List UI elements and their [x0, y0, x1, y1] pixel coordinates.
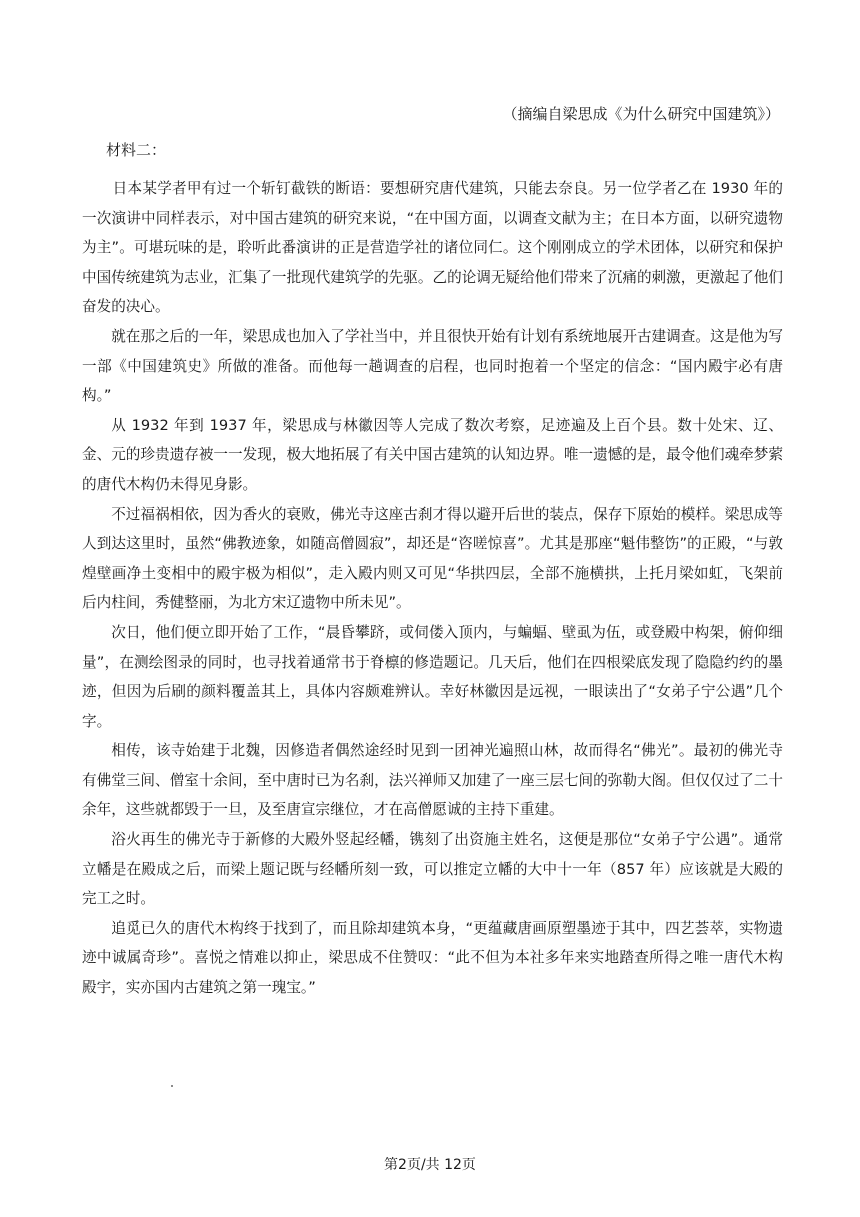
paragraph: 就在那之后的一年，梁思成也加入了学社当中，并且很快开始有计划有系统地展开古建调查。这是他为写一部《中国建筑史》所做的准备。而他每一趟调查的启程，也同时抱着一个坚定的信念：“国内殿宇必有唐构。” — [82, 327, 783, 405]
section-label: 材料二： — [106, 141, 167, 159]
paragraph: 相传，该寺始建于北魏，因修造者偶然途经时见到一团神光遍照山林，故而得名“佛光”。最初的佛光寺有佛堂三间、僧室十余间，至中唐时已为名刹，法兴禅师又加建了一座三层七间的弥勒大阁。但仅仅过了二十余年，这些就都毁于一旦，及至唐宣宗继位，才在高僧愿诚的主持下重建。 — [82, 742, 783, 819]
paragraph: 追觅已久的唐代木构终于找到了，而且除却建筑本身，“更蕴藏唐画原塑墨迹于其中，四艺荟萃，实物遗迹中诚属奇珍”。喜悦之情难以抑止，梁思成不住赞叹：“此不但为本社多年来实地踏查所得之唯一唐代木构殿宇，实亦国内古建筑之第一瑰宝。” — [82, 919, 783, 997]
page-footer: 第2页/共 12页 — [384, 1157, 476, 1173]
paragraph: 浴火再生的佛光寺于新修的大殿外竖起经幡，镌刻了出资施主姓名，这便是那位“女弟子宁公遇”。通常立幡是在殿成之后，而梁上题记既与经幡所刻一致，可以推定立幡的大中十一年（857 年）应该就是大殿的完工之时。 — [82, 831, 783, 908]
paragraph: 从 1932 年到 1937 年，梁思成与林徽因等人完成了数次考察，足迹遍及上百个县。数十处宋、辽、金、元的珍贵遗存被一一发现，极大地拓展了有关中国古建筑的认知边界。唯一遗憾的是，最令他们魂牵梦萦的唐代木构仍未得见身影。 — [82, 416, 783, 493]
source-citation: （摘编自梁思成《为什么研究中国建筑》） — [502, 105, 780, 123]
paragraph: 次日，他们便立即开始了工作，“晨昏攀跻，或伺偻入顶内，与蝙蝠、壁虱为伍，或登殿中构架，俯仰细量”，在测绘图录的同时，也寻找着通常书于脊檩的修造题记。几天后，他们在四根梁底发现了隐隐约约的墨迹，但因为后刷的颜料覆盖其上，具体内容颇难辨认。幸好林徽因是远视，一眼读出了“女弟子宁公遇”几个字。 — [82, 623, 783, 730]
paragraph: 日本某学者甲有过一个斩钉截铁的断语：要想研究唐代建筑，只能去奈良。另一位学者乙在 1930 年的一次演讲中同样表示，对中国古建筑的研究来说，“在中国方面，以调查文献为主；在日本方面，以研究遗物为主”。可堪玩味的是，聆听此番演讲的正是营造学社的诸位同仁。这个刚刚成立的学术团体，以研究和保护中国传统建筑为志业，汇集了一批现代建筑学的先驱。乙的论调无疑给他们带来了沉痛的刺激，更激起了他们奋发的决心。 — [82, 180, 783, 316]
body-text — [82, 174, 783, 1003]
stray-mark — [171, 1085, 173, 1087]
paragraph: 不过福祸相依，因为香火的衰败，佛光寺这座古刹才得以避开后世的装点，保存下原始的模样。梁思成等人到达这里时，虽然“佛教迹象，如随高僧圆寂”，却还是“咨嗟惊喜”。尤其是那座“魁伟整饬”的正殿，“与敦煌壁画净土变相中的殿宇极为相似”，走入殿内则又可见“华拱四层，全部不施横拱，上托月梁如虹，飞架前后内柱间，秀健整丽，为北方宋辽遗物中所未见”。 — [82, 505, 783, 612]
